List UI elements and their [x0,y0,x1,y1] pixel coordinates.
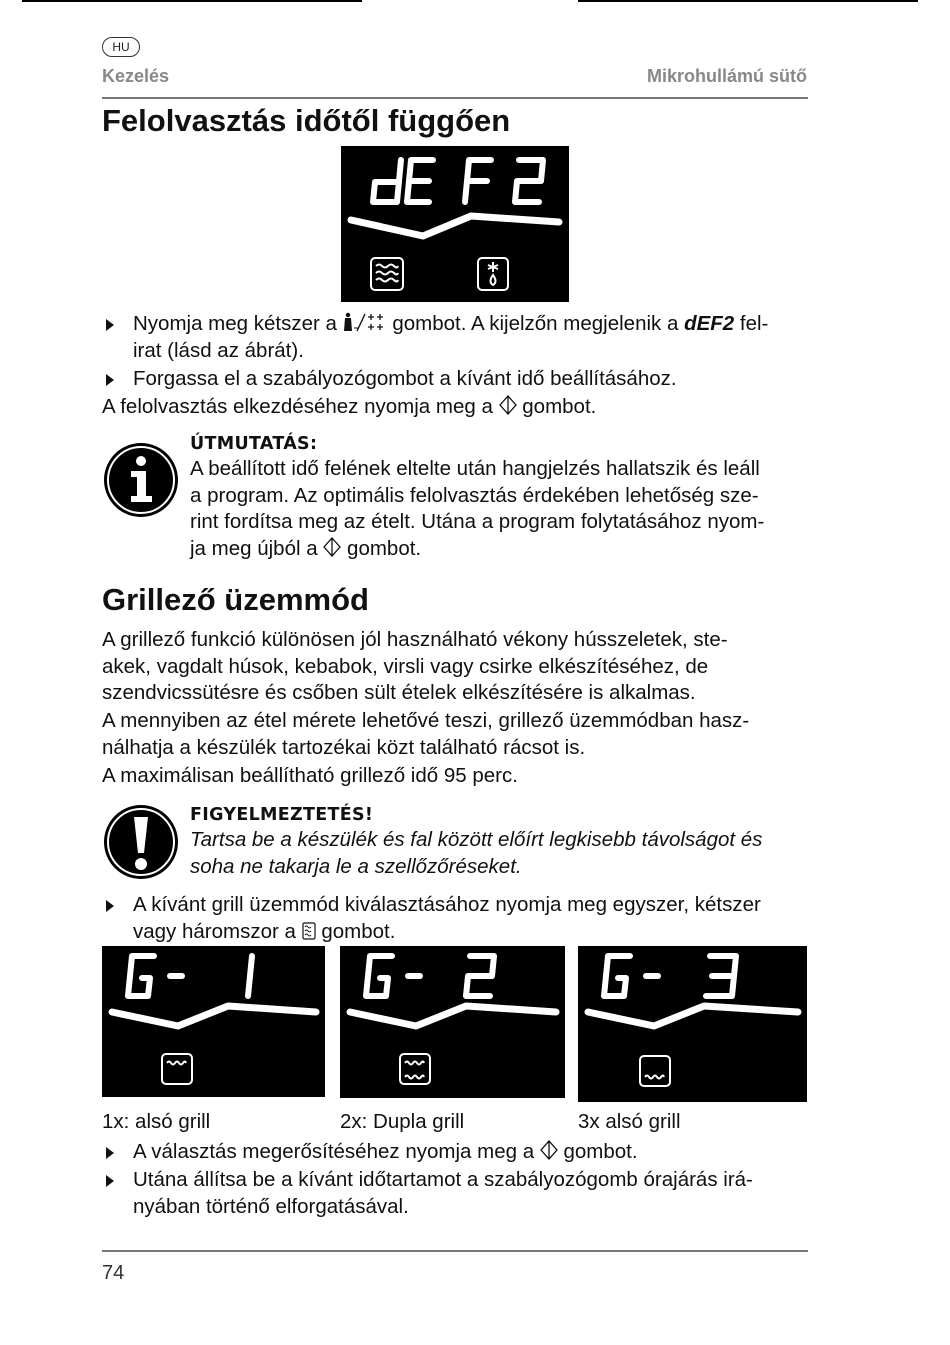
grill-display-3 [578,946,807,1102]
crop-mark-top-right [578,0,918,2]
page-number: 74 [102,1262,125,1284]
paragraph-line: nálhatja a készülék tartozékai közt található rácsot is. [102,735,586,759]
triangle-bullet-icon [106,374,114,386]
note-line: a program. Az optimális felolvasztás érdekében lehetőség sze- [190,483,759,507]
grill-paragraph-1 [102,627,808,707]
note-line: ja meg újból a [190,536,318,560]
note-title: ÚTMUTATÁS: [190,434,318,454]
grill-display-2 [340,946,565,1098]
footer-rule [102,1250,808,1252]
paragraph-text: gombot. [522,395,597,418]
header-section: Kezelés [102,66,170,86]
warning-body [190,827,808,880]
bullet-text: fel- [739,312,769,335]
bullet-text: vagy háromszor a [133,919,296,943]
bullet-text: gombot. A kijelzőn megjelenik a [392,312,679,335]
grill-bullet-3 [102,1167,808,1220]
language-badge: HU [102,37,140,57]
triangle-bullet-icon [106,319,114,331]
bullet-text: nyában történő elforgatásával. [133,1194,409,1218]
bullet-text: A választás megerősítéséhez nyomja meg a [133,1140,535,1163]
info-icon [102,441,180,519]
note-box [190,434,808,562]
defrost-display [341,146,569,302]
grill-display-graphic [102,946,325,1097]
paragraph-line: szendvicssütésre és csőben sült ételek elkészítésére is alkalmas. [102,681,696,704]
warning-line: Tartsa be a készülék és fal között előírt legkisebb távolságot és [190,828,763,851]
caption-grill-1: 1x: alsó grill [102,1110,211,1133]
note-line: gombot. [347,536,422,560]
warning-box [190,805,808,880]
triangle-bullet-icon [106,900,114,912]
defrost-bullet-2 [102,366,808,393]
bullet-text: irat (lásd az ábrát). [133,338,304,362]
crop-mark-top-left [22,0,362,2]
grill-paragraph-2 [102,708,808,761]
caption-grill-2: 2x: Dupla grill [340,1110,465,1133]
triangle-bullet-icon [106,1175,114,1187]
defrost-bullet-1 [102,311,808,364]
exclamation-icon [102,803,180,881]
grill-bullet-1 [102,892,808,945]
triangle-bullet-icon [106,1147,114,1159]
warning-line: soha ne takarja le a szellőzőréseket. [190,854,522,878]
grill-display-graphic [578,946,807,1102]
bullet-text: Utána állítsa be a kívánt időtartamot a szabályozógomb órajárás irá- [133,1168,753,1191]
header-rule [102,97,808,99]
grill-icon [302,922,316,940]
page-title: Felolvasztás időtől függően [102,103,511,138]
bullet-text: gombot. [321,919,396,943]
bullet-text: Forgassa el a szabályozógombot a kívánt idő beállításához. [133,367,677,390]
start-diamond-icon [499,395,517,415]
note-body [190,456,808,562]
bullet-text: A kívánt grill üzemmód kiválasztásához nyomja meg egyszer, kétszer [133,893,761,916]
weight-defrost-icon [343,312,387,332]
bullet-text: Nyomja meg kétszer a [133,312,337,335]
header-product: Mikrohullámú sütő [646,66,807,86]
grill-display-graphic [340,946,565,1098]
note-line: rint fordítsa meg az ételt. Utána a program folytatásához nyom- [190,510,765,533]
paragraph-line: akek, vagdalt húsok, kebabok, virsli vagy csirke elkészítéséhez, de [102,654,709,678]
grill-paragraph-3: A maximálisan beállítható grillező idő 95 perc. [102,764,518,787]
warning-title: FIGYELMEZTETÉS! [190,805,374,825]
display-code: dEF2 [684,312,735,335]
paragraph-line: A grillező funkció különösen jól használható vékony hússzeletek, ste- [102,628,728,651]
section-heading-grill: Grillező üzemmód [102,582,369,617]
grill-bullet-2 [102,1139,808,1166]
paragraph-text: A felolvasztás elkezdéséhez nyomja meg a [102,395,493,418]
bullet-text: gombot. [563,1140,638,1163]
note-line: A beállított idő felének eltelte után hangjelzés hallatszik és leáll [190,457,760,480]
start-diamond-icon [540,1140,558,1160]
defrost-start-text [102,394,808,421]
start-diamond-icon [323,537,341,557]
caption-grill-3: 3x alsó grill [578,1110,681,1133]
grill-display-1 [102,946,325,1097]
paragraph-line: A mennyiben az étel mérete lehetővé teszi, grillező üzemmódban hasz- [102,709,750,732]
defrost-display-graphic [341,146,569,302]
